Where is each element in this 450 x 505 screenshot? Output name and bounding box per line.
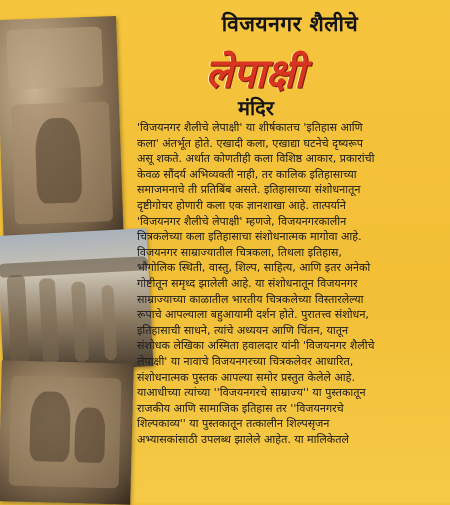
blurb-line: अभ्यासकांसाठी उपलब्ध झालेले आहेत. या मालिकेतले xyxy=(137,432,349,446)
pillar xyxy=(101,285,117,361)
blurb-line: संशोधनात्मक पुस्तक आपल्या समोर प्रस्तुत केलेले आहे. xyxy=(137,370,355,384)
pillar xyxy=(39,278,59,364)
blurb-line: असू शकते. अर्थात कोणतीही कला विशिष्ठ आकार, प्रकारांची xyxy=(137,152,375,166)
blurb-line: याआधीच्या त्यांच्या ''विजयनगरचे साम्राज्य'' या पुस्तकातून xyxy=(137,386,366,400)
animal-figure-relief xyxy=(74,407,105,463)
blurb-line: कला' अंतर्भूत होते. एखादी कला, एखाद्या घटनेचे दृष्यरूप xyxy=(137,136,364,150)
lepakshi-logo-title: लेपाक्षी xyxy=(205,50,305,97)
blurb-line: भौगोलिक स्थिती, वास्तु, शिल्प, साहित्य, आणि इतर अनेको xyxy=(137,261,371,275)
blurb-line: रूपाचे आपल्याला बहुआयामी दर्शन होते. पुरातत्त्व संशोधन, xyxy=(137,308,369,322)
blurb-line: संशोधक लेखिका अस्मिता हवालदार यांनी 'विजयनगर शैलीचे xyxy=(137,339,375,353)
blurb-line: गोष्टीतून समृध्द झालेली आहे. या संशोधनातून विजयनगर xyxy=(137,276,358,290)
blurb-line: शिल्पकाव्य'' या पुस्तकातून तत्कालीन शिल्पसृजन xyxy=(137,417,330,431)
warrior-figure-relief xyxy=(34,117,82,204)
blurb-line: केवळ सौंदर्य अभिव्यक्ती नाही, तर कालिक इतिहासाच्या xyxy=(137,167,357,181)
cover-header xyxy=(135,8,445,38)
blurb-line: साम्राज्याच्या काळातील भारतीय चित्रकलेच्या विस्तारलेल्या xyxy=(137,292,364,306)
pillar xyxy=(7,275,30,366)
blurb-line: 'विजयनगर शैलीचे लेपाक्षी' म्हणजे, विजयनगरकालीन xyxy=(137,214,347,228)
blurb-line: समाजमनाचे ती प्रतिबिंब असते. इतिहासाच्या संशोधनातून xyxy=(137,183,361,197)
blurb-line: राजकीय आणि सामाजिक इतिहास तर ''विजयनगरचे xyxy=(137,401,344,415)
pillar xyxy=(71,281,89,362)
carved-panel xyxy=(6,26,103,89)
deity-figure-relief xyxy=(29,391,71,462)
blurb-line: चित्रकलेच्या कला इतिहासाचा संशोधनात्मक मागोवा आहे. xyxy=(137,230,362,244)
lintel xyxy=(0,256,148,278)
blurb-line: 'विजयनगर शैलीचे लेपाक्षी' या शीर्षकातच 'इतिहास आणि xyxy=(137,121,363,134)
book-subtitle: मंदिर xyxy=(238,96,274,120)
book-title-line: विजयनगर शैलीचे xyxy=(221,12,359,36)
blurb-line: लेपाक्षी' या नावाचे विजयनगरच्या चित्रकलेवर आधारित, xyxy=(137,354,354,368)
temple-pillar-carving-photo xyxy=(0,16,124,250)
blurb-text xyxy=(137,120,443,447)
temple-colonnade-photo xyxy=(0,228,154,374)
blurb-line: दृष्टीगोचर होणारी कला एक ज्ञानशाखा आहे. तात्पर्याने xyxy=(137,198,346,212)
blurb-line: इतिहासाची साधने, त्यांचे अध्ययन आणि चिंतन, यातून xyxy=(137,323,349,337)
blurb-line: विजयनगर साम्राज्यातील चित्रकला, तिथला इतिहास, xyxy=(137,245,342,259)
sculpted-relief-photo xyxy=(0,360,134,504)
